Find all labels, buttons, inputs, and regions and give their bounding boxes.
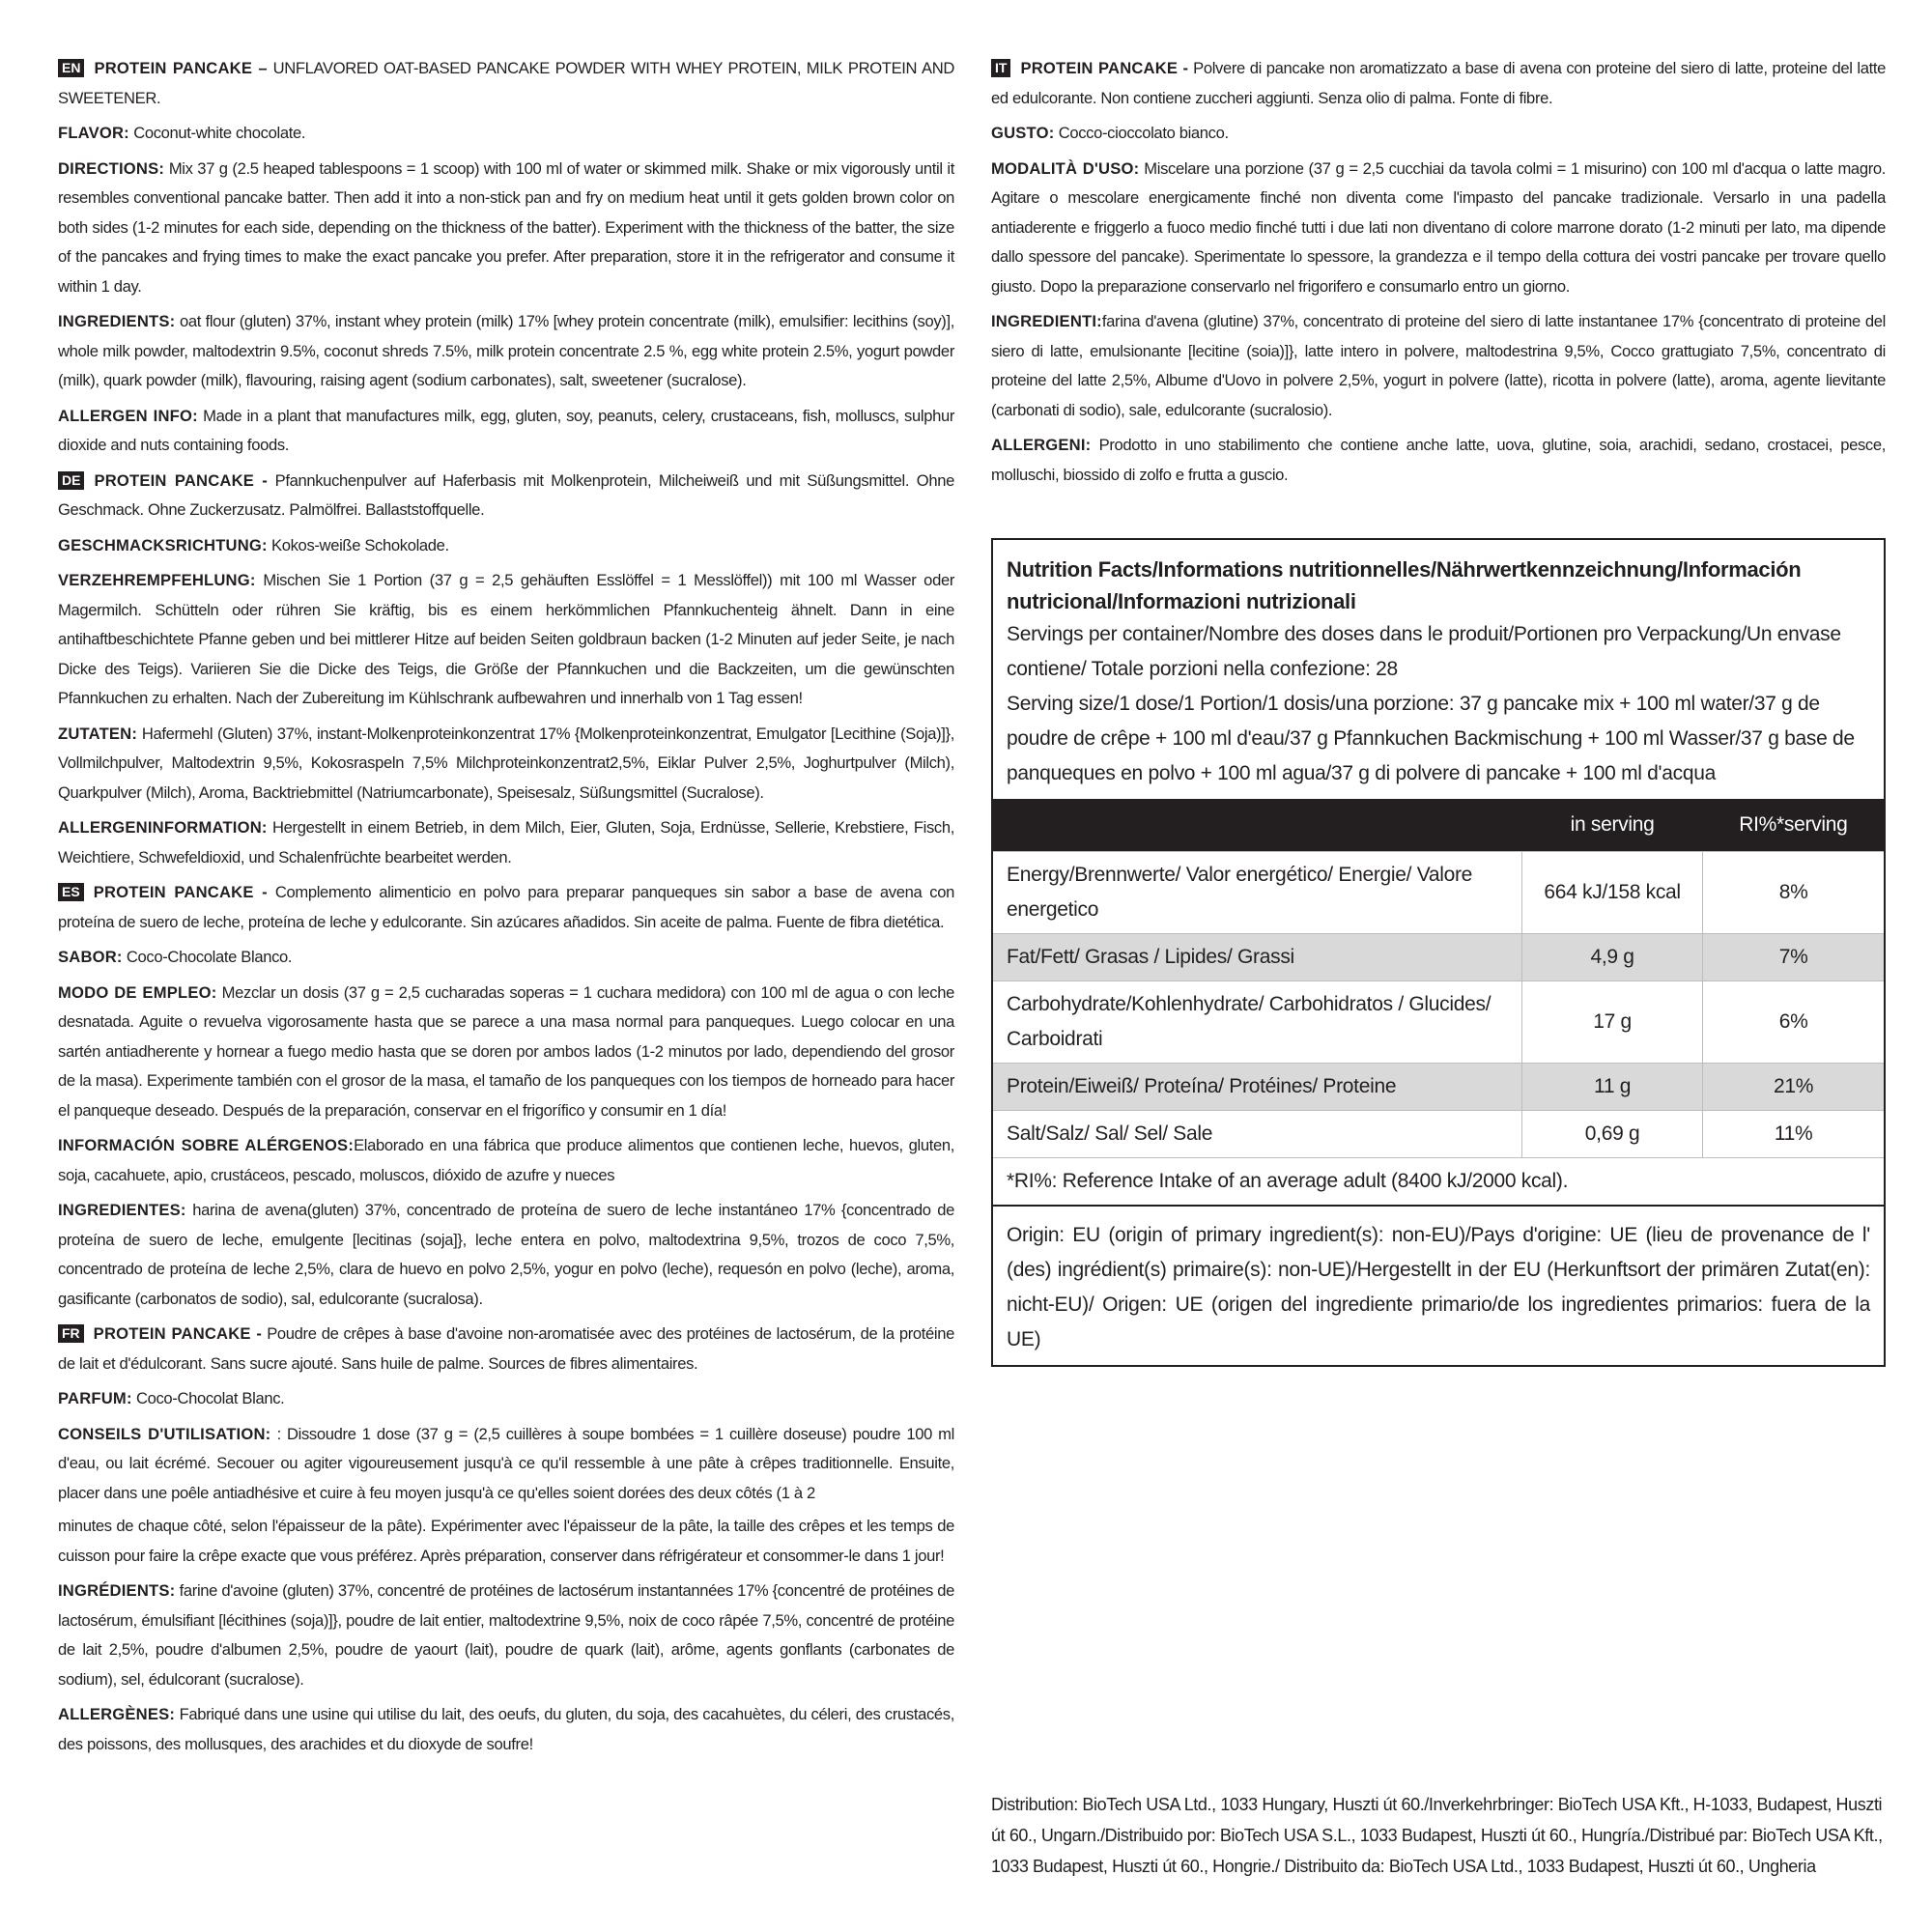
en-directions	[58, 155, 954, 302]
en-directions-text: Mix 37 g (2.5 heaped tablespoons = 1 scoop) with 100 ml of water or skimmed milk. Shake or mix vigorously until it resembles conventional pancake batter. Then add it into a non-stick pan and fry on medium heat until it gets golden brown color on both sides (1-2 minutes for each side, depending on the thickness of the batter). Experiment with the thickness of the batter, the size of the pancakes and frying times to make the exact pancake you prefer. After preparation, store it in the refrigerator and consume it within 1 day.	[58, 158, 954, 296]
fr-allergen-text: Fabriqué dans une usine qui utilise du lait, des oeufs, du gluten, du soja, des cacahuètes, du céleri, des crustacés, des poissons, des mollusques, des arachides et du dioxyde de soufre!	[58, 1705, 954, 1753]
nutrient-amount: 11 g	[1521, 1064, 1702, 1111]
header-ri-serving: RI%*serving	[1703, 799, 1884, 852]
distribution-statement: Distribution: BioTech USA Ltd., 1033 Hungary, Huszti út 60./Inverkehrbringer: BioTech USA Kft., H-1033, Budapest, Huszti út 60., Ungarn./Distribuido por: BioTech USA S.L., 1033 Budapest, Huszti út 60., Hungría./Distribué par: BioTech USA Kft., 1033 Budapest, Huszti út 60., Hongrie./ Distribuito da: BioTech USA Ltd., 1033 Budapest, Huszti út 60., Ungheria	[991, 1795, 1883, 1876]
it-directions-text: Miscelare una porzione (37 g = 2,5 cucchiai da tavola colmi = 1 misurino) con 100 ml d'acqua o latte magro. Agitare o mescolare energicamente finché non diventa come l'impasto del pancake tradizionale. Versarlo in una padella antiaderente e friggerlo a fuoco medio finché tutti i due lati non diventano di colore marrone dorato (1-2 minuti per lato, ma dipende dallo spessore del pancake). Sperimentate lo spessore, la grandezza e il tempo della cottura dei vostri pancake per trovare quello giusto. Dopo la preparazione conservarlo nel frigorifero e consumarlo entro un giorno.	[991, 158, 1887, 296]
nutrient-ri: 11%	[1703, 1111, 1884, 1158]
table-row	[993, 934, 1884, 981]
header-in-serving: in serving	[1521, 799, 1702, 852]
nutrition-title: Nutrition Facts/Informations nutritionnelles/Nährwertkennzeichnung/Información nutricional/Informazioni nutrizionali	[1007, 557, 1802, 613]
it-intro	[991, 54, 1886, 113]
de-directions	[58, 566, 954, 714]
es-flavor-label: SABOR:	[58, 948, 123, 966]
en-flavor	[58, 119, 954, 149]
es-flavor-text: Coco-Chocolate Blanco.	[126, 948, 293, 966]
de-flavor-label: GESCHMACKSRICHTUNG:	[58, 535, 268, 554]
de-flavor-text: Kokos-weiße Schokolade.	[271, 535, 449, 554]
es-allergen-text: Elaborado en una fábrica que produce alimentos que contienen leche, huevos, gluten, soja, cacahuete, apio, crustáceos, pescado, moluscos, dióxido de azufre y nueces	[58, 1136, 954, 1184]
fr-subtitle: Poudre de crêpes à base d'avoine non-aromatisée avec des protéines de lactosérum, de la protéine de lait et d'édulcorant. Sans sucre ajouté. Sans huile de palme. Sources de fibres alimentaires.	[58, 1324, 955, 1373]
it-directions-label: MODALITÀ D'USO:	[991, 158, 1140, 178]
de-allergen-label: ALLERGENINFORMATION:	[58, 818, 268, 837]
de-ingredients-label: ZUTATEN:	[58, 724, 138, 743]
nutrient-amount: 0,69 g	[1521, 1111, 1702, 1158]
es-directions-label: MODO DE EMPLEO:	[58, 982, 217, 1002]
fr-directions-label: CONSEILS D'UTILISATION:	[58, 1424, 271, 1443]
fr-flavor-label: PARFUM:	[58, 1389, 132, 1407]
de-flavor	[58, 531, 954, 561]
fr-directions-continued: minutes de chaque côté, selon l'épaisseur de la pâte). Expérimenter avec l'épaisseur de la pâte, la taille des crêpes et les temps de cuisson pour faire la crêpe exacte que vous préférez. Après préparation, conserver dans réfrigérateur et consommer-le dans 1 jour!	[58, 1517, 954, 1565]
fr-flavor-text: Coco-Chocolat Blanc.	[135, 1389, 285, 1407]
fr-ingredients-label: INGRÉDIENTS:	[58, 1581, 176, 1600]
es-ingredients	[58, 1196, 954, 1314]
nutrient-ri: 8%	[1703, 852, 1884, 934]
nutrient-ri: 7%	[1703, 934, 1884, 981]
it-allergen-label: ALLERGENI:	[991, 436, 1092, 454]
de-intro	[58, 467, 954, 526]
en-allergen-text: Made in a plant that manufactures milk, egg, gluten, soy, peanuts, celery, crustaceans, fish, molluscs, sulphur dioxide and nuts containing foods.	[58, 406, 955, 454]
en-language-badge: EN	[58, 59, 84, 77]
es-subtitle: Complemento alimenticio en polvo para preparar panqueques sin sabor a base de avena con proteína de suero de leche, proteína de leche y edulcorante. Sin azúcares añadidos. Sin aceite de palma. Fuente de fibra dietética.	[58, 883, 954, 931]
de-language-badge: DE	[58, 471, 84, 490]
es-ingredients-text: harina de avena(gluten) 37%, concentrado de proteína de suero de leche instantáneo 17% {concentrado de proteína de suero de leche, emulgente [lecitinas (soja]}, leche entera en polvo, maltodextrina 9,5%, trozos de coco 7,5%, concentrado de proteína de leche 2,5%, clara de huevo en polvo 2,5%, yogur en polvo (leche), requesón en polvo (leche), aroma, gasificante (carbonatos de sodio), sal, edulcorante (sucralosa).	[58, 1201, 955, 1308]
nutrient-ri: 6%	[1703, 981, 1884, 1064]
de-allergen	[58, 813, 954, 872]
de-directions-label: VERZEHREMPFEHLUNG:	[58, 571, 256, 589]
nutrition-table	[993, 799, 1884, 1157]
en-intro	[58, 54, 954, 113]
it-ingredients	[991, 307, 1886, 425]
nutrition-facts-panel	[991, 538, 1886, 1367]
nutrient-ri: 21%	[1703, 1064, 1884, 1111]
table-row	[993, 1064, 1884, 1111]
nutrition-table-header	[993, 799, 1884, 852]
it-flavor	[991, 119, 1886, 149]
nutrient-name: Energy/Brennwerte/ Valor energético/ Energie/ Valore energetico	[993, 852, 1521, 934]
en-allergen	[58, 402, 954, 461]
it-subtitle: Polvere di pancake non aromatizzato a base di avena con proteine del siero di latte, proteine del latte ed edulcorante. Non contiene zuccheri aggiunti. Senza olio di palma. Fonte di fibre.	[991, 59, 1887, 107]
nutrient-amount: 17 g	[1521, 981, 1702, 1064]
left-column	[58, 54, 954, 1765]
en-subtitle: UNFLAVORED OAT-BASED PANCAKE POWDER WITH WHEY PROTEIN, MILK PROTEIN AND SWEETENER.	[58, 59, 954, 107]
it-language-badge: IT	[991, 59, 1010, 77]
fr-directions	[58, 1420, 954, 1509]
nutrient-name: Salt/Salz/ Sal/ Sel/ Sale	[993, 1111, 1521, 1158]
es-language-badge: ES	[58, 883, 84, 901]
de-ingredients	[58, 720, 954, 809]
fr-flavor	[58, 1384, 954, 1414]
it-allergen	[991, 431, 1886, 490]
nutrition-servings: Servings per container/Nombre des doses dans le produit/Portionen pro Verpackung/Un envase contiene/ Totale porzioni nella confezione: 28	[1007, 623, 1841, 680]
es-directions	[58, 979, 954, 1126]
de-title: PROTEIN PANCAKE -	[94, 470, 268, 490]
en-directions-label: DIRECTIONS:	[58, 158, 165, 178]
en-ingredients-text: oat flour (gluten) 37%, instant whey protein (milk) 17% [whey protein concentrate (milk), emulsifier: lecithins (soy)], whole milk powder, maltodextrin 9.5%, coconut shreds 7.5%, milk protein concentrate 2.5 %, egg white protein 2.5%, yogurt powder (milk), quark powder (milk), flavouring, raising agent (sodium carbonates), salt, sweetener (sucralose).	[58, 312, 954, 389]
en-flavor-text: Coconut-white chocolate.	[133, 124, 306, 142]
en-ingredients-label: INGREDIENTS:	[58, 312, 176, 330]
table-row	[993, 981, 1884, 1064]
it-flavor-label: GUSTO:	[991, 124, 1055, 142]
es-allergen-label: INFORMACIÓN SOBRE ALÉRGENOS:	[58, 1136, 355, 1154]
en-title: PROTEIN PANCAKE –	[94, 59, 268, 77]
fr-title: PROTEIN PANCAKE -	[93, 1324, 263, 1343]
nutrient-name: Protein/Eiweiß/ Proteína/ Protéines/ Proteine	[993, 1064, 1521, 1111]
fr-language-badge: FR	[58, 1324, 84, 1343]
fr-ingredients	[58, 1577, 954, 1694]
de-directions-text: Mischen Sie 1 Portion (37 g = 2,5 gehäuften Esslöffel = 1 Messlöffel)) mit 100 ml Wasser oder Magermilch. Schütteln oder rühren Sie kräftig, bis es einem herkömmlichen Pfannkuchenteig ähnelt. Dann in eine antihaftbeschichtete Pfanne geben und bei mittlerer Hitze auf beiden Seiten goldbraun backen (1-2 Minuten auf jeder Seite, je nach Dicke des Teigs). Variieren Sie die Dicke des Teigs, die Größe der Pfannkuchen und die Backzeiten, um die gewünschten Pfannkuchen zu erhalten. Nach der Zubereitung im Kühlschrank aufbewahren und innerhalb von 1 Tag essen!	[58, 571, 954, 707]
it-ingredients-text: farina d'avena (glutine) 37%, concentrato di proteine del siero di latte instantanee 17% {concentrato di proteine del siero di latte, emulsionante [lecitine (soia)]}, latte intero in polvere, maltodestrina 9,5%, Cocco grattugiato 7,5%, concentrato di proteine del latte 2,5%, Albume d'Uovo in polvere 2,5%, yogurt in polvere (latte), ricotta in polvere (latte), aroma, agente lievitante (carbonati di sodio), sale, edulcorante (sucralosio).	[991, 312, 1886, 419]
nutrient-name: Fat/Fett/ Grasas / Lipides/ Grassi	[993, 934, 1521, 981]
it-directions	[991, 155, 1886, 302]
nutrient-amount: 664 kJ/158 kcal	[1521, 852, 1702, 934]
it-allergen-text: Prodotto in uno stabilimento che contiene anche latte, uova, glutine, soia, arachidi, sedano, crostacei, pesce, molluschi, biossido di zolfo e frutta a guscio.	[991, 436, 1886, 484]
de-ingredients-text: Hafermehl (Gluten) 37%, instant-Molkenproteinkonzentrat 17% {Molkenproteinkonzentrat, Emulgator [Lecithine (Soja)]}, Vollmilchpulver, Maltodextrin 9,5%, Kokosraspeln 7,5% Milchproteinkonzentrat2,5%, Eiklar Pulver 2,5%, Joghurtpulver (Milch), Quarkpulver (Milch), Aroma, Backtriebmittel (Natriumcarbonate), Speisesalz, Süßungsmittel (Sucralose).	[58, 724, 955, 802]
it-ingredients-label: INGREDIENTI:	[991, 312, 1102, 330]
es-title: PROTEIN PANCAKE -	[93, 883, 268, 901]
es-directions-text: Mezclar un dosis (37 g = 2,5 cucharadas soperas = 1 cuchara medidora) con 100 ml de agua o con leche desnatada. Aguite o revuelva vigorosamente hasta que se parece a una masa normal para panqueques. Luego colocar en una sartén antiadherente y hornear a fuego medio hasta que se doren por ambos lados (1-2 minutos por lado, dependiendo del grosor de la masa). Experimente también con el grosor de la masa, el tamaño de los panqueques con los tiempos de horneado para hacer el panqueque deseado. Después de la preparación, conservar en el frigorífico y consumir en 1 día!	[58, 982, 954, 1120]
es-ingredients-label: INGREDIENTES:	[58, 1201, 186, 1219]
fr-intro	[58, 1320, 954, 1378]
table-row	[993, 852, 1884, 934]
origin-statement: Origin: EU (origin of primary ingredient(s): non-EU)/Pays d'origine: UE (lieu de provenance de l' (des) ingrédient(s) primaire(s): non-UE)/Hergestellt in der EU (Herkunftsort der primären Zutat(en): nicht-EU)/ Origen: UE (origen del ingrediente primario/de los ingredientes primarios: fuera de la UE)	[993, 1205, 1884, 1365]
it-title: PROTEIN PANCAKE -	[1020, 59, 1189, 77]
es-intro	[58, 878, 954, 937]
nutrition-serving-size: Serving size/1 dose/1 Portion/1 dosis/una porzione: 37 g pancake mix + 100 ml water/37 g de poudre de crêpe + 100 ml d'eau/37 g Pfannkuchen Backmischung + 100 ml Wasser/37 g base de panqueques en polvo + 100 ml agua/37 g di polvere di pancake + 100 ml d'acqua	[1007, 693, 1855, 784]
right-column	[991, 54, 1886, 496]
fr-allergen-label: ALLERGÈNES:	[58, 1705, 176, 1723]
fr-directions-text-1: : Dissoudre 1 dose (37 g = (2,5 cuillères à soupe bombées = 1 cuillère doseuse) poudre 100 ml d'eau, ou lait écrémé. Secouer ou agiter vigoureusement jusqu'à ce qu'il ressemble à une pâte à crêpes traditionnelle. Ensuite, placer dans une poêle antiadhésive et cuire à feu moyen jusqu'à ce qu'elles soient dorées des deux côtés (1 à 2	[58, 1424, 954, 1502]
en-allergen-label: ALLERGEN INFO:	[58, 406, 198, 425]
table-row	[993, 1111, 1884, 1158]
fr-ingredients-text: farine d'avoine (gluten) 37%, concentré de protéines de lactosérum instantannées 17% {concentré de protéines de lactosérum, émulsifiant [lécithines (soja)]}, poudre de lait entier, maltodextrine 9,5%, noix de coco râpée 7,5%, concentré de protéine de lait 2,5%, poudre d'albumen 2,5%, poudre de yaourt (lait), poudre de quark (lait), arôme, agents gonflants (carbonates de sodium), sel, édulcorant (sucralose).	[58, 1581, 954, 1689]
de-allergen-text: Hergestellt in einem Betrieb, in dem Milch, Eier, Gluten, Soja, Erdnüsse, Sellerie, Krebstiere, Fisch, Weichtiere, Schwefeldioxid, und Schalenfrüchte bearbeitet werden.	[58, 818, 955, 867]
nutrient-amount: 4,9 g	[1521, 934, 1702, 981]
de-subtitle: Pfannkuchenpulver auf Haferbasis mit Molkenprotein, Milcheiweiß und mit Süßungsmittel. Ohne Geschmack. Ohne Zuckerzusatz. Palmölfrei. Ballaststoffquelle.	[58, 470, 954, 519]
es-flavor	[58, 943, 954, 973]
en-flavor-label: FLAVOR:	[58, 124, 129, 142]
header-nutrient	[993, 799, 1521, 852]
fr-allergen	[58, 1700, 954, 1759]
es-allergen	[58, 1131, 954, 1190]
en-ingredients	[58, 307, 954, 396]
it-flavor-text: Cocco-cioccolato bianco.	[1058, 124, 1229, 142]
nutrition-header	[993, 540, 1884, 799]
nutrition-footnote: *RI%: Reference Intake of an average adult (8400 kJ/2000 kcal).	[993, 1157, 1884, 1205]
nutrient-name: Carbohydrate/Kohlenhydrate/ Carbohidratos / Glucides/ Carboidrati	[993, 981, 1521, 1064]
